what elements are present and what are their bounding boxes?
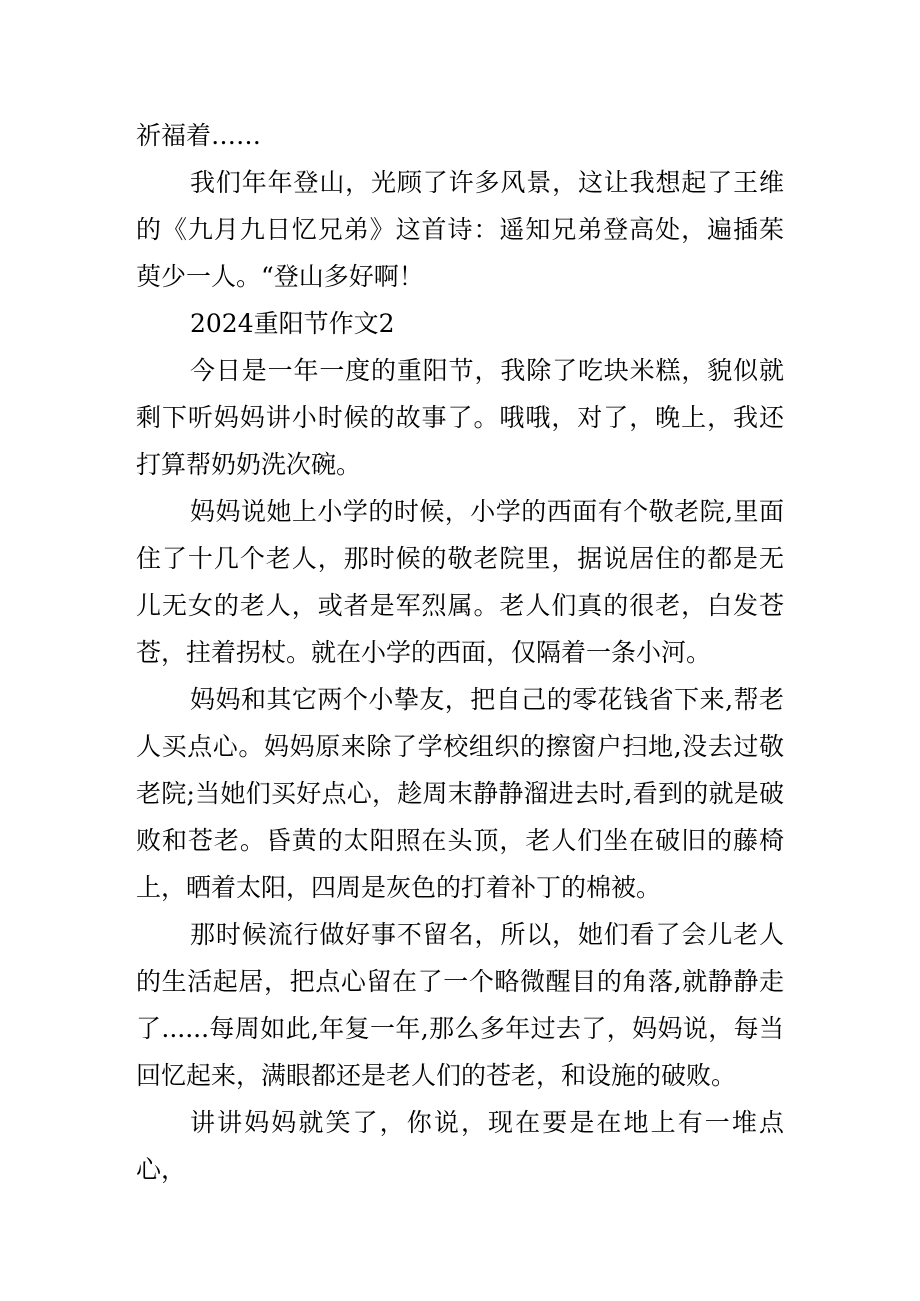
paragraph-intro: 今日是一年一度的重阳节，我除了吃块米糕，貌似就剩下听妈妈讲小时候的故事了。哦哦，对了，晚上，我还打算帮奶奶洗次碗。 xyxy=(136,356,784,479)
paragraph-continuation: 祈福着…… xyxy=(136,121,262,150)
document-page xyxy=(136,112,784,1193)
paragraph-good-deeds: 那时候流行做好事不留名，所以，她们看了会儿老人的生活起居，把点心留在了一个略微醒目的角落,就静静走了......每周如此,年复一年,那么多年过去了，妈妈说，每当回忆起来，满眼都还是老人们的苍老，和设施的破败。 xyxy=(136,920,784,1090)
paragraph-climbing: 我们年年登山，光顾了许多风景，这让我想起了王维的《九月九日忆兄弟》这首诗：遥知兄弟登高处，遍插茱萸少一人。“登山多好啊！ xyxy=(136,168,784,291)
paragraph-laugh: 讲讲妈妈就笑了，你说，现在要是在地上有一堆点心， xyxy=(136,1108,784,1184)
paragraph-nursing-home: 妈妈说她上小学的时候，小学的西面有个敬老院,里面住了十几个老人，那时候的敬老院里，据说居住的都是无儿无女的老人，或者是军烈属。老人们真的很老，白发苍苍，拄着拐杖。就在小学的西面，仅隔着一条小河。 xyxy=(136,497,784,667)
paragraph-snacks: 妈妈和其它两个小挚友，把自己的零花钱省下来,帮老人买点心。妈妈原来除了学校组织的擦窗户扫地,没去过敬老院;当她们买好点心，趁周末静静溜进去时,看到的就是破败和苍老。昏黄的太阳照在头顶，老人们坐在破旧的藤椅上，晒着太阳，四周是灰色的打着补丁的棉被。 xyxy=(136,685,784,902)
essay-heading: 2024重阳节作文2 xyxy=(190,309,395,338)
